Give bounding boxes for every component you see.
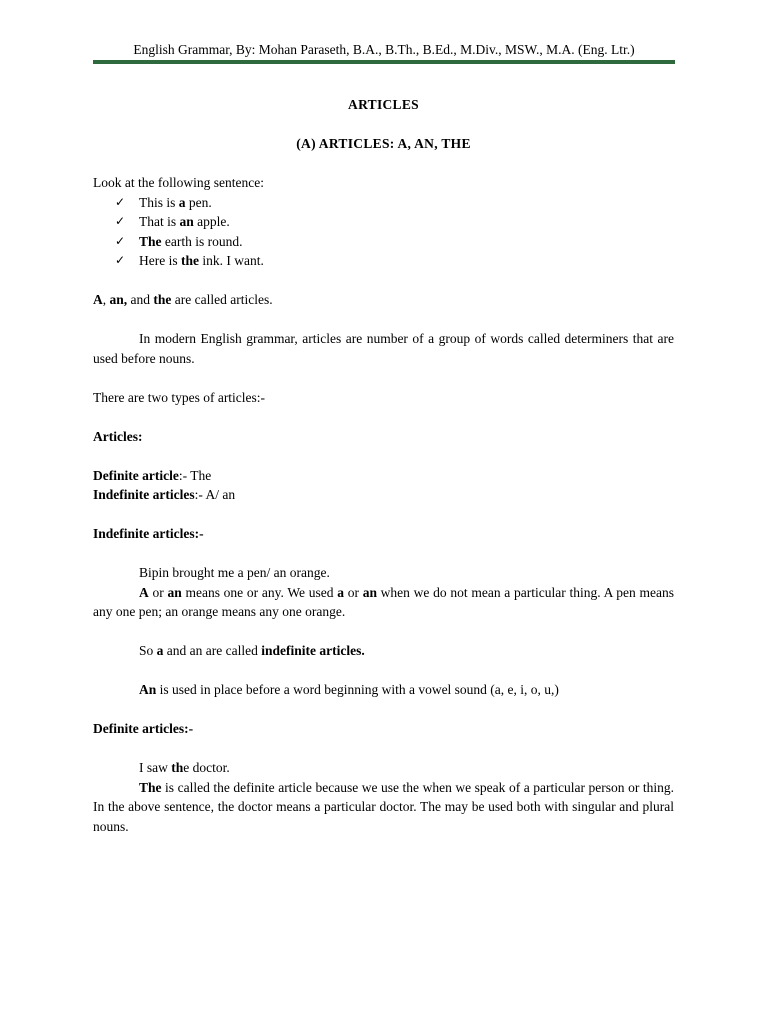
indefinite-article-line: Indefinite articles:- A/ an bbox=[93, 487, 236, 502]
two-types-text: There are two types of articles:- bbox=[93, 389, 266, 405]
checkmark-icon: ✓ bbox=[115, 214, 126, 228]
definite-heading: Definite articles:- bbox=[93, 721, 194, 736]
definite-article-line: Definite article:- The bbox=[93, 467, 212, 483]
checkmark-icon: ✓ bbox=[115, 253, 126, 267]
definite-explanation: The is called the definite article because we use the when we speak of a particular person or thing. In the above sentence, the doctor means a particular doctor. The may be used both with singular and plural nouns. bbox=[93, 779, 674, 834]
intro-text: Look at the following sentence: bbox=[93, 175, 264, 190]
list-item: ✓ That is an apple. bbox=[93, 212, 674, 232]
list-item: ✓ The earth is round. bbox=[93, 232, 674, 252]
an-usage-line: An is used in place before a word beginning with a vowel sound (a, e, i, o, u,) bbox=[139, 682, 559, 697]
page-header: English Grammar, By: Mohan Paraseth, B.A., B.Th., B.Ed., M.Div., MSW., M.A. (Eng. Ltr.) bbox=[133, 42, 635, 57]
checkmark-icon: ✓ bbox=[115, 233, 126, 248]
articles-called-text: A, an, and the are called articles. bbox=[93, 292, 273, 307]
modern-grammar-paragraph: In modern English grammar, articles are number of a group of words called determiners that are used before nouns. bbox=[93, 331, 674, 366]
indefinite-example: Bipin brought me a pen/ an orange. bbox=[139, 565, 330, 580]
list-item: ✓ Here is the ink. I want. bbox=[93, 251, 674, 271]
definite-example: I saw the doctor. bbox=[139, 760, 230, 775]
indefinite-so-line: So a and an are called indefinite articles. bbox=[139, 643, 365, 658]
header-rule bbox=[93, 60, 675, 64]
checkmark-icon: ✓ bbox=[115, 194, 126, 209]
list-item: ✓ This is a pen. bbox=[93, 193, 674, 213]
page-title: ARTICLES bbox=[348, 97, 419, 112]
example-list bbox=[93, 193, 674, 271]
articles-heading: Articles: bbox=[93, 428, 143, 444]
page-content bbox=[93, 95, 674, 836]
indefinite-explanation: A or an means one or any. We used a or an when we do not mean a particular thing. A pen means any one pen; an orange means any one orange. bbox=[93, 584, 675, 619]
section-title: (A) ARTICLES: A, AN, THE bbox=[296, 136, 471, 151]
indefinite-heading: Indefinite articles:- bbox=[93, 526, 204, 541]
